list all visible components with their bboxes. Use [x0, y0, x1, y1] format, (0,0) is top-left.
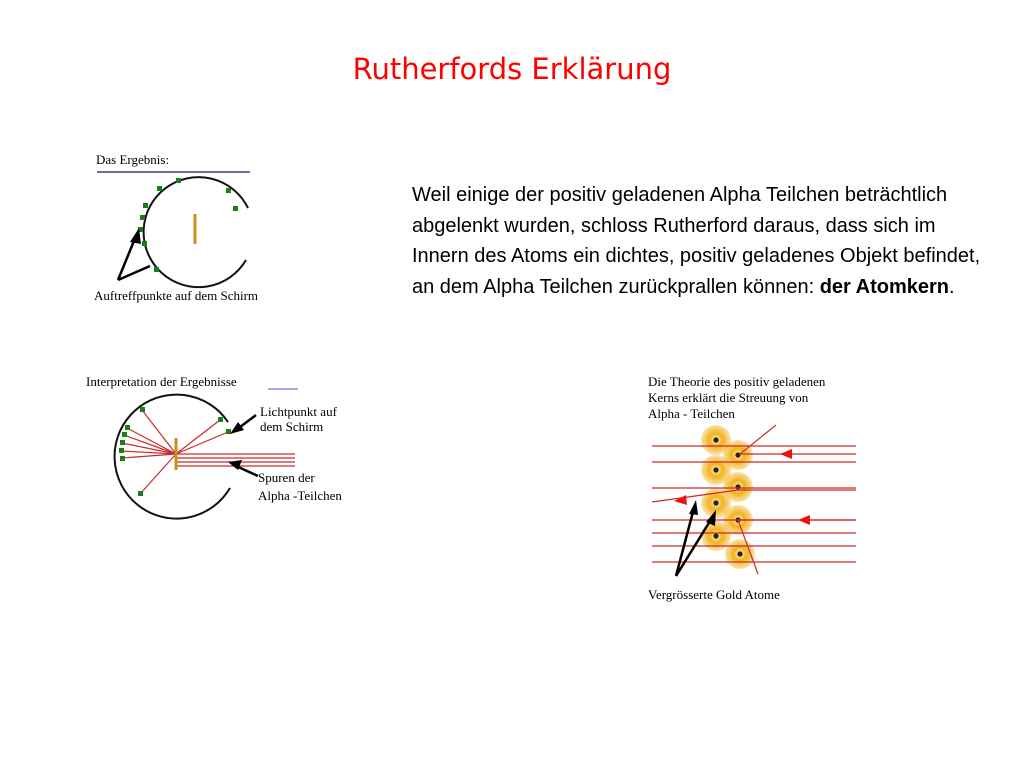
- impact-point: [233, 206, 238, 211]
- alpha-track: [122, 454, 176, 458]
- impact-point: [119, 448, 124, 453]
- deflected-track: [740, 425, 856, 454]
- alpha-track: [127, 428, 176, 454]
- nucleus: [737, 551, 742, 556]
- alpha-track: [176, 432, 228, 454]
- result-figure: [90, 148, 310, 308]
- alpha-track: [176, 420, 220, 454]
- impact-point: [154, 267, 159, 272]
- light-point-label: Lichtpunkt auf: [260, 404, 337, 419]
- gold-heading-1: Die Theorie des positiv geladenen: [648, 374, 826, 389]
- result-heading: Das Ergebnis:: [96, 152, 170, 167]
- nucleus: [735, 452, 740, 457]
- gold-atoms: [701, 425, 755, 569]
- arrow-icon: [798, 515, 810, 525]
- nucleus: [713, 533, 718, 538]
- impact-point: [143, 203, 148, 208]
- gold-atoms-figure: [640, 370, 870, 606]
- gold-caption: Vergrösserte Gold Atome: [648, 587, 780, 602]
- impact-point: [120, 440, 125, 445]
- sentence-end: .: [948, 275, 955, 298]
- impact-point: [226, 188, 231, 193]
- nucleus: [735, 484, 740, 489]
- arrow-icon: [780, 449, 792, 459]
- explanation-text: Weil einige der positiv geladenen Alpha Teilchen beträchtlich abgelenkt wurden, schloss Rutherford daraus, dass sich im Innern des Atoms ein dichtes, positiv geladenes Objekt befindet, an dem Alpha Teilchen zurückprallen können:: [412, 184, 981, 298]
- gold-heading-2: Kerns erklärt die Streuung von: [648, 390, 809, 405]
- impact-point: [122, 432, 127, 437]
- impact-point: [120, 456, 125, 461]
- alpha-track: [140, 454, 176, 494]
- impact-point: [157, 186, 162, 191]
- tracks-label-2: Alpha -Teilchen: [258, 488, 342, 503]
- impact-point: [226, 429, 231, 434]
- nucleus: [713, 437, 718, 442]
- impact-point: [125, 425, 130, 430]
- nucleus: [713, 500, 718, 505]
- impact-point: [140, 215, 145, 220]
- arrow-icon: [118, 228, 150, 280]
- impact-point: [142, 241, 147, 246]
- arrow-icon: [674, 495, 687, 505]
- result-caption: Auftreffpunkte auf dem Schirm: [94, 288, 259, 303]
- detector-screen: [115, 395, 230, 519]
- light-point-label-2: dem Schirm: [260, 419, 324, 434]
- impact-point: [138, 491, 143, 496]
- deflected-track: [738, 520, 856, 574]
- tracks-label: Spuren der: [258, 470, 315, 485]
- arrow-icon: [230, 415, 256, 434]
- impact-point: [218, 417, 223, 422]
- impact-points: [138, 178, 238, 272]
- slide-title: Rutherfords Erklärung: [352, 52, 672, 86]
- impact-point: [140, 407, 145, 412]
- explanation-paragraph: [412, 180, 992, 302]
- impact-point: [176, 178, 181, 183]
- gold-heading-3: Alpha - Teilchen: [648, 406, 735, 421]
- interpretation-heading: Interpretation der Ergebnisse: [86, 374, 237, 389]
- interpretation-figure: [80, 370, 370, 520]
- nucleus-term: der Atomkern: [819, 275, 949, 298]
- nucleus: [713, 467, 718, 472]
